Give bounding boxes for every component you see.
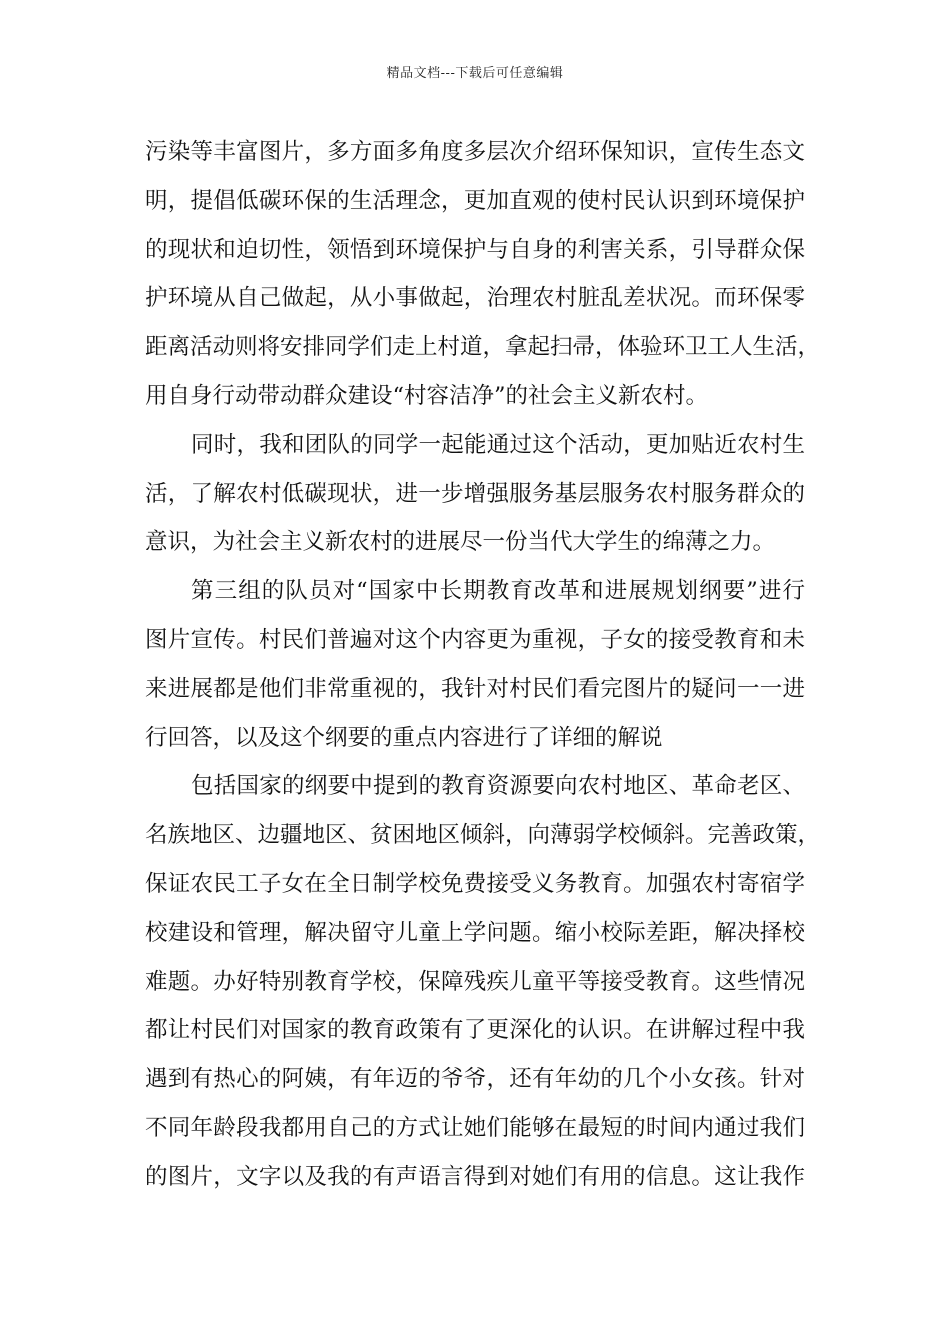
text-line: 护环境从自己做起，从小事做起，治理农村脏乱差状况。而环保零 (145, 285, 805, 312)
text-line: 难题。办好特别教育学校，保障残疾儿童平等接受教育。这些情况 (145, 968, 805, 995)
text-line: 都让村民们对国家的教育政策有了更深化的认识。在讲解过程中我 (145, 1017, 805, 1044)
text-line: 图片宣传。村民们普遍对这个内容更为重视，子女的接受教育和未 (145, 626, 805, 653)
text-line: 污染等丰富图片，多方面多角度多层次介绍环保知识，宣传生态文 (145, 139, 805, 165)
text-line: 的图片，文字以及我的有声语言得到对她们有用的信息。这让我作 (145, 1163, 805, 1190)
text-line: 保证农民工子女在全日制学校免费接受义务教育。加强农村寄宿学 (145, 870, 805, 897)
text-line: 包括国家的纲要中提到的教育资源要向农村地区、革命老区、 (191, 773, 805, 800)
body-text (145, 128, 821, 1202)
page-header: 精品文档---下载后可任意编辑 (386, 66, 564, 81)
text-line: 名族地区、边疆地区、贫困地区倾斜，向薄弱学校倾斜。完善政策， (145, 822, 821, 849)
text-line: 校建设和管理，解决留守儿童上学问题。缩小校际差距，解决择校 (145, 919, 805, 946)
text-line: 遇到有热心的阿姨，有年迈的爷爷，还有年幼的几个小女孩。针对 (145, 1066, 805, 1093)
text-line: 活，了解农村低碳现状，进一步增强服务基层服务农村服务群众的 (145, 480, 805, 507)
text-line: 意识，为社会主义新农村的进展尽一份当代大学生的绵薄之力。 (145, 529, 776, 556)
text-line: 的现状和迫切性，领悟到环境保护与自身的利害关系，引导群众保 (145, 236, 805, 263)
text-line: 同时，我和团队的同学一起能通过这个活动，更加贴近农村生 (191, 431, 805, 458)
text-line: 行回答，以及这个纲要的重点内容进行了详细的解说 (145, 724, 663, 751)
text-line: 第三组的队员对“国家中长期教育改革和进展规划纲要”进行 (191, 578, 805, 605)
text-line: 用自身行动带动群众建设“村容洁净”的社会主义新农村。 (145, 382, 709, 409)
text-line: 距离活动则将安排同学们走上村道，拿起扫帚，体验环卫工人生活， (145, 334, 821, 361)
text-line: 不同年龄段我都用自己的方式让她们能够在最短的时间内通过我们 (145, 1114, 805, 1141)
text-line: 来进展都是他们非常重视的，我针对村民们看完图片的疑问一一进 (145, 675, 805, 702)
text-line: 明，提倡低碳环保的生活理念，更加直观的使村民认识到环境保护 (145, 187, 805, 214)
